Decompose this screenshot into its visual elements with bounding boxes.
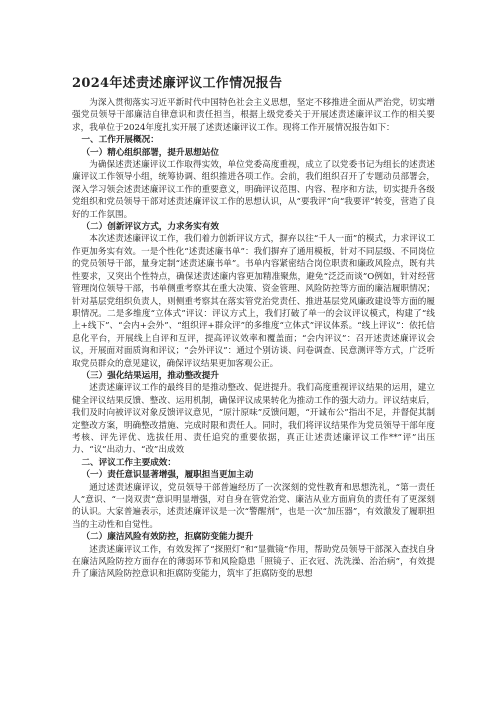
subsection-heading-4: （一）责任意识显著增强，履职担当更加主动 [81, 470, 254, 481]
body-paragraph-2: 本次述责述廉评议工作，我们着力创新评议方式，摒弃以往“千人一面”的模式，力求评议工作更加务实有效。一是个性化“述责述廉书单”：我们摒弃了通用模板，针对不同层级、不同岗位的党员领导干部，量身定制“述责述廉书单”。书单内容紧密结合岗位职责和廉政风险点，既有共性要求，又突出个性特点，确保述责述廉内容更加精准聚焦，避免“泛泛而谈”O例如，针对经营管理岗位领导干部，书单侧重考察其在重大决策、资金管理、风险防控等方面的廉洁履职情况；针对基层党组织负责人，则侧重考察其在落实管党治党责任、推进基层党风廉政建设等方面的履职情况。二是多维度“立体式”评议：评议方式上，我们打破了单一的会议评议模式，构建了“线上+线下”、“会内+会外”、“组织评+群众评”的多维度“立体式”评议体系。“线上评议”：依托信息化平台，开展线上自评和互评，提高评议效率和覆盖面；“会内评议”：召开述责述廉评议会议，开展面对面质询和评议；“会外评议”：通过个别访谈、问卷调查、民意测评等方式，广泛听取党员群众的意见建议，确保评议结果更加客观公正。 [72, 234, 435, 369]
document-title: 2024年述责述廉评议工作情况报告 [72, 76, 283, 91]
intro-paragraph: 为深入贯彻落实习近平新时代中国特色社会主义思想，坚定不移推进全面从严治党，切实增强党员领导干部廉洁自律意识和责任担当，根据上级党委关于开展述责述廉评议工作的相关要求，我单位于2024年度扎实开展了述责述廉评议工作。现将工作开展情况报告如下： [72, 98, 435, 133]
document-body [72, 97, 435, 581]
body-paragraph-3: 述责述廉评议工作的最终目的是推动整改、促进提升。我们高度重视评议结果的运用，建立健全评议结果反馈、整改、运用机制，确保评议成果转化为推动工作的强大动力。评议结束后，我们及时向被评议对象反馈评议意见，“原汁原味”反馈问题，“开诚布公”指出不足，并督促其制定整改方案，明确整改措施、完成时限和责任人。同时，我们将评议结果作为党员领导干部年度考核、评先评优、选拔任用、责任追究的重要依据，真正让述责述廉评议工作**“评”出压力、“议”出动力、“改”出成效 [72, 383, 435, 456]
subsection-heading-3: （三）强化结果运用，推动整改提升 [81, 370, 219, 381]
body-paragraph-1: 为确保述责述廉评议工作取得实效，单位党委高度重视，成立了以党委书记为组长的述责述廉评议工作领导小组，统筹协调、组织推进各项工作。会前，我们组织召开了专题动员部署会，深入学习领会述责述廉评议工作的重要意义，明确评议范围、内容、程序和方法，切实提升各级党组织和党员领导干部对述责述廉评议工作的思想认识，从“要我评”向“我要评”转变，营造了良好的工作氛围。 [72, 160, 435, 220]
subsection-heading-5: （二）廉洁风险有效防控，拒腐防变能力提升 [81, 532, 254, 543]
body-paragraph-4: 通过述责述廉评议，党员领导干部普遍经历了一次深刻的党性教育和思想洗礼，“第一责任人”意识、“一岗双责”意识明显增强，对自身在管党治党、廉洁从业方面肩负的责任有了更深刻的认识。大家普遍表示，述责述廉评议是一次“警醒剂”，也是一次“加压器”，有效激发了履职担当的主动性和自觉性。 [72, 482, 435, 530]
section-heading-overview: 一、工作开展概况： [81, 135, 159, 146]
subsection-heading-2: （二）创新评议方式，力求务实有效 [81, 222, 219, 233]
body-paragraph-5: 述责述廉评议工作，有效发挥了“探照灯”和“显微镜”作用，帮助党员领导干部深入查找自身在廉洁风险防控方面存在的薄弱环节和风险隐患「照镜子、正衣冠、洗洗澡、治治病”，有效提升了廉洁风险防控意识和拒腐防变能力，筑牢了拒腐防变的思想 [72, 544, 435, 580]
section-heading-results: 二、评议工作主要成效： [81, 457, 176, 468]
subsection-heading-1: （一）精心组织部署，提升思想站位 [81, 147, 219, 158]
